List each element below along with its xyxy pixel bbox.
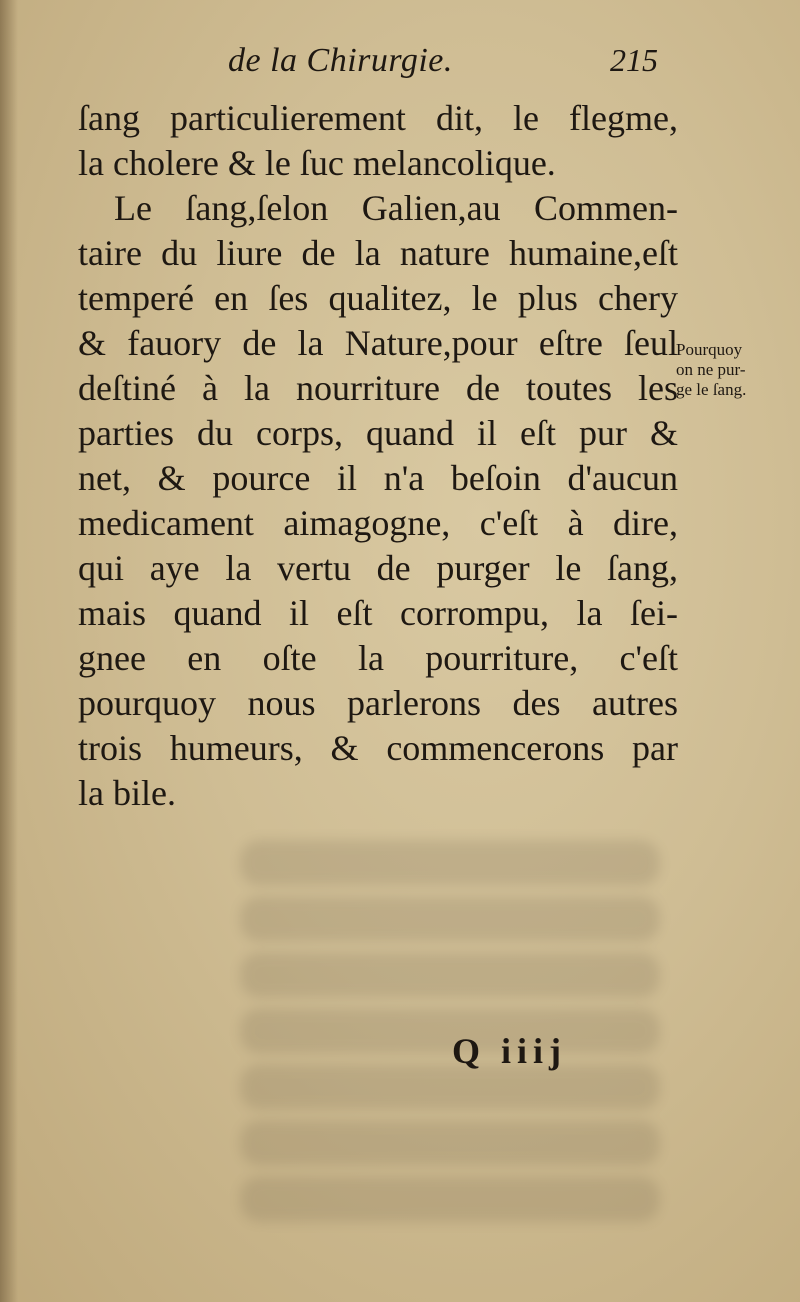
text-line: net, & pource il n'a beſoin d'aucun bbox=[78, 458, 678, 498]
running-title: de la Chirurgie. bbox=[228, 42, 453, 79]
text-line: la cholere & le ſuc melancolique. bbox=[78, 143, 556, 183]
text-line: Le ſang,ſelon Galien,au Commen- bbox=[114, 188, 678, 228]
show-through-text bbox=[240, 840, 660, 1280]
text-line: mais quand il eſt corrompu, la ſei- bbox=[78, 593, 678, 633]
margin-note-line: on ne pur- bbox=[676, 360, 746, 379]
text-line: qui aye la vertu de purger le ſang, bbox=[78, 548, 678, 588]
body-text bbox=[78, 96, 678, 816]
margin-note bbox=[676, 340, 796, 400]
text-line: deſtiné à la nourriture de toutes les bbox=[78, 368, 678, 408]
margin-note-line: ge le ſang. bbox=[676, 380, 747, 399]
text-line: medicament aimagogne, c'eſt à dire, bbox=[78, 503, 678, 543]
text-line: taire du liure de la nature humaine,eſt bbox=[78, 233, 678, 273]
margin-note-line: Pourquoy bbox=[676, 340, 743, 359]
page-header bbox=[228, 42, 658, 82]
text-line: ſang particulierement dit, le flegme, bbox=[78, 98, 678, 138]
text-line: gnee en oſte la pourriture, c'eſt bbox=[78, 638, 678, 678]
page-number: 215 bbox=[610, 42, 658, 78]
text-line: & fauory de la Nature,pour eſtre ſeul bbox=[78, 323, 678, 363]
text-line: la bile. bbox=[78, 773, 176, 813]
signature-mark: Q iiij bbox=[452, 1031, 567, 1071]
text-line: pourquoy nous parlerons des autres bbox=[78, 683, 678, 723]
text-line: trois humeurs, & commencerons par bbox=[78, 728, 678, 768]
text-line: parties du corps, quand il eſt pur & bbox=[78, 413, 678, 453]
text-line: temperé en ſes qualitez, le plus chery bbox=[78, 278, 678, 318]
